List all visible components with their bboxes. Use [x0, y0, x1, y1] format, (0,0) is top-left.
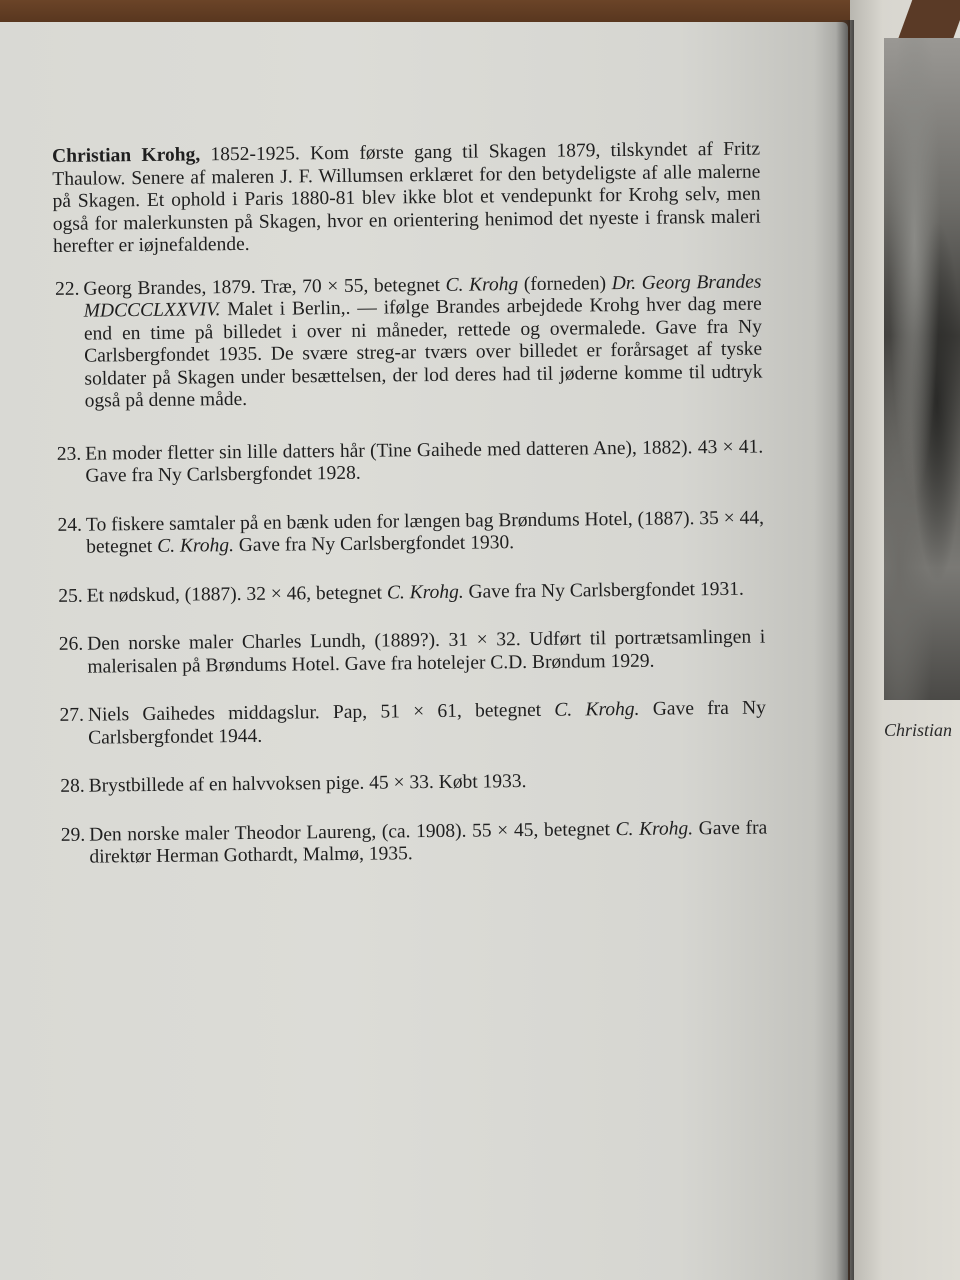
artist-intro: [52, 139, 761, 259]
catalogue-entry: [53, 627, 765, 679]
artist-name: Christian Krohg,: [51, 144, 201, 167]
entry-number: 29.: [60, 824, 86, 846]
entry-italic-text: C. Krohg: [445, 273, 519, 296]
entry-italic-text: C. Krohg.: [554, 698, 640, 721]
entry-text-segment: To fiskere samtaler på en bænk uden for længen bag Brøndums Hotel, (1887). 35 × 44, betegnet: [85, 507, 765, 558]
entry-text-segment: Den norske maler Theodor Laureng, (ca. 1908). 55 × 45, betegnet: [89, 818, 616, 846]
entry-text-segment: Gave fra Ny Carlsbergfondet 1930.: [233, 532, 515, 557]
entry-text: [86, 507, 764, 559]
entry-italic-text: C. Krohg.: [386, 581, 464, 603]
entry-number: 24.: [57, 514, 83, 536]
entry-text-segment: (forneden): [518, 272, 612, 295]
entry-italic-text: Dr. Georg Brandes MDCCCLXXVIV.: [83, 271, 762, 322]
entry-text-segment: Et nødskud, (1887). 32 × 46, betegnet: [86, 581, 388, 607]
entry-text-segment: Malet i Berlin,. — ifølge Brandes arbejdede Krohg hver dag mere end en time på billedet i over ni måneder, rettede og overmalede. Gave fra Ny Carlsbergfondet 1935. De svære streg-ar tværs over billedet er forårsaget af tyske soldater på Skagen under besættelsen, der lod deres had til jøderne komme til udtryk også på denne måde.: [83, 293, 763, 412]
entry-number: 26.: [58, 633, 84, 655]
catalogue-entry: [55, 769, 767, 799]
entry-text-segment: Georg Brandes, 1879. Træ, 70 × 55, betegnet: [83, 274, 446, 300]
entry-text-segment: En moder fletter sin lille datters hår (Tine Gaihede med datteren Ane), 1882). 43 × 41. Gave fra Ny Carlsbergfondet 1928.: [85, 436, 764, 487]
catalogue-entry: [55, 817, 767, 869]
entry-number: 25.: [58, 585, 83, 607]
book-gutter: [836, 20, 854, 1280]
entry-number: 27.: [59, 704, 85, 726]
entry-text-segment: Gave fra Ny Carlsbergfondet 1931.: [463, 578, 744, 603]
entry-text-segment: Gave fra Ny Carlsbergfondet 1944.: [88, 697, 767, 749]
entry-text: [89, 817, 767, 869]
catalogue-entry: [49, 271, 762, 413]
catalogue-text: [48, 139, 768, 896]
entry-text-segment: Den norske maler Charles Lundh, (1889?). 31 × 32. Udført til portrætsamlingen i malerisalen på Brøndums Hotel. Gave fra hotelejer C.D. Brøndum 1929.: [87, 626, 766, 678]
catalogue-entry: [54, 698, 766, 750]
painting-photo: [884, 38, 960, 700]
entry-number: 23.: [56, 443, 82, 465]
catalogue-entry: [53, 578, 765, 608]
entry-italic-text: C. Krohg.: [157, 535, 235, 557]
entry-italic-text: C. Krohg.: [615, 817, 694, 840]
entry-text: [87, 578, 765, 608]
entry-text: [85, 436, 763, 488]
entry-text-segment: Niels Gaihedes middagslur. Pap, 51 × 61, betegnet: [87, 699, 555, 726]
catalogue-entry: [51, 436, 763, 488]
photo-caption: Christian: [884, 720, 953, 740]
entry-number: 28.: [60, 775, 85, 797]
artist-bio: 1852-1925. Kom første gang til Skagen 1879, tilskyndet af Fritz Thaulow. Senere af maleren J. F. Willumsen erklæret for den betydeligste af alle malerne på Skagen. Et ophold i Paris 1880-81 blev ikke blot et vendepunkt for Krohg selv, men også for malerkunsten på Skagen, hvor en orientering henimod det nyeste i fransk maleri herefter er iøjnefaldende.: [52, 138, 761, 257]
catalogue-entries: [49, 271, 767, 869]
entry-text-segment: Brystbillede af en halvvoksen pige. 45 × 33. Købt 1933.: [88, 771, 527, 797]
entry-text: [87, 627, 765, 679]
entry-text-segment: Gave fra direktør Herman Gothardt, Malmø, 1935.: [89, 817, 768, 868]
entry-text: [89, 769, 767, 799]
entry-number: 22.: [55, 278, 80, 300]
catalogue-entry: [52, 507, 764, 559]
entry-text: [83, 271, 762, 413]
entry-text: [88, 698, 766, 750]
